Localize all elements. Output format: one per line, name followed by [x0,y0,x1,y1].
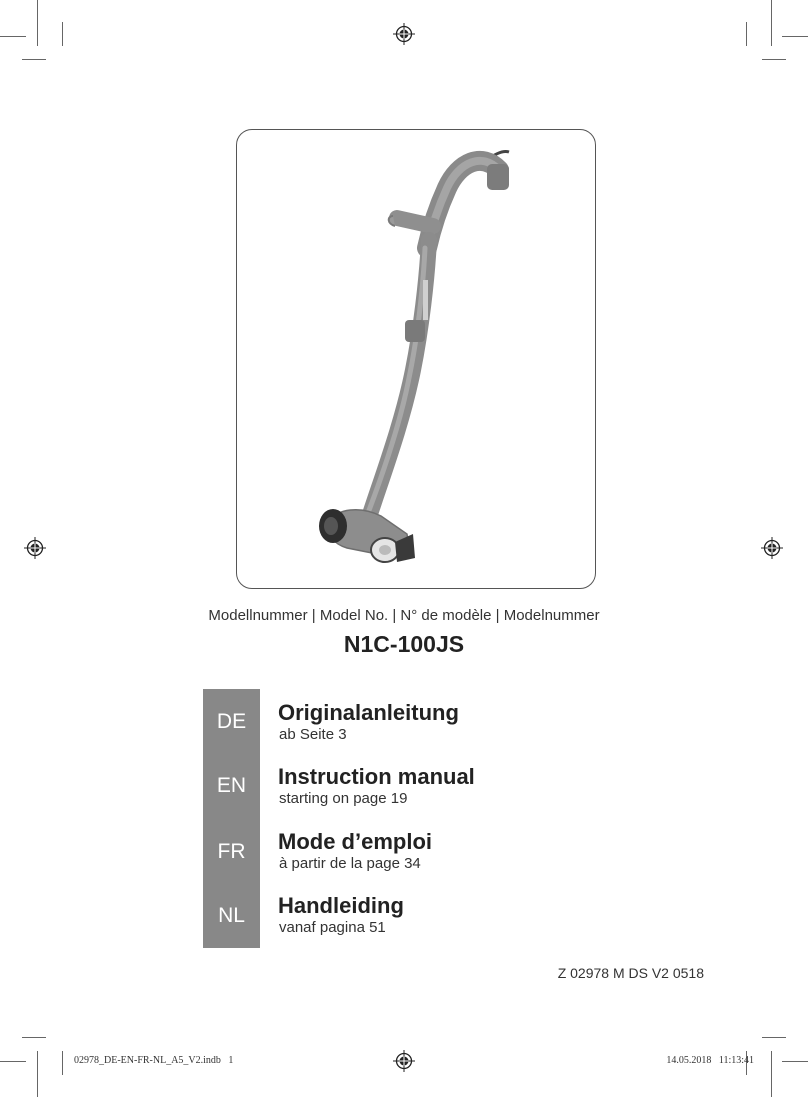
language-code-nl: NL [218,904,245,927]
document-code: Z 02978 M DS V2 0518 [557,965,704,981]
language-subtitle-fr: à partir de la page 34 [279,855,421,872]
footer-file-name: 02978_DE-EN-FR-NL_A5_V2.indb 1 [74,1055,234,1066]
footer-timestamp: 14.05.2018 11:13:41 [666,1055,754,1066]
model-number-caption: Modellnummer | Model No. | N° de modèle | Modelnummer [208,607,600,624]
language-code-en: EN [216,774,247,797]
registration-mark-icon [393,23,415,45]
language-title-en: Instruction manual [278,764,475,789]
language-subtitle-de: ab Seite 3 [279,726,347,743]
registration-mark-icon [24,537,46,559]
language-subtitle-en: starting on page 19 [279,790,408,807]
registration-mark-icon [393,1050,415,1072]
model-number: N1C-100JS [343,631,465,657]
joint-brush-product-image [237,130,595,588]
language-title-fr: Mode d’emploi [278,829,432,854]
product-image-frame [236,129,596,589]
language-title-de: Originalanleitung [278,700,459,725]
language-code-de: DE [216,710,247,733]
language-title-nl: Handleiding [278,893,404,918]
registration-mark-icon [761,537,783,559]
language-code-fr: FR [217,840,246,863]
language-subtitle-nl: vanaf pagina 51 [279,919,386,936]
